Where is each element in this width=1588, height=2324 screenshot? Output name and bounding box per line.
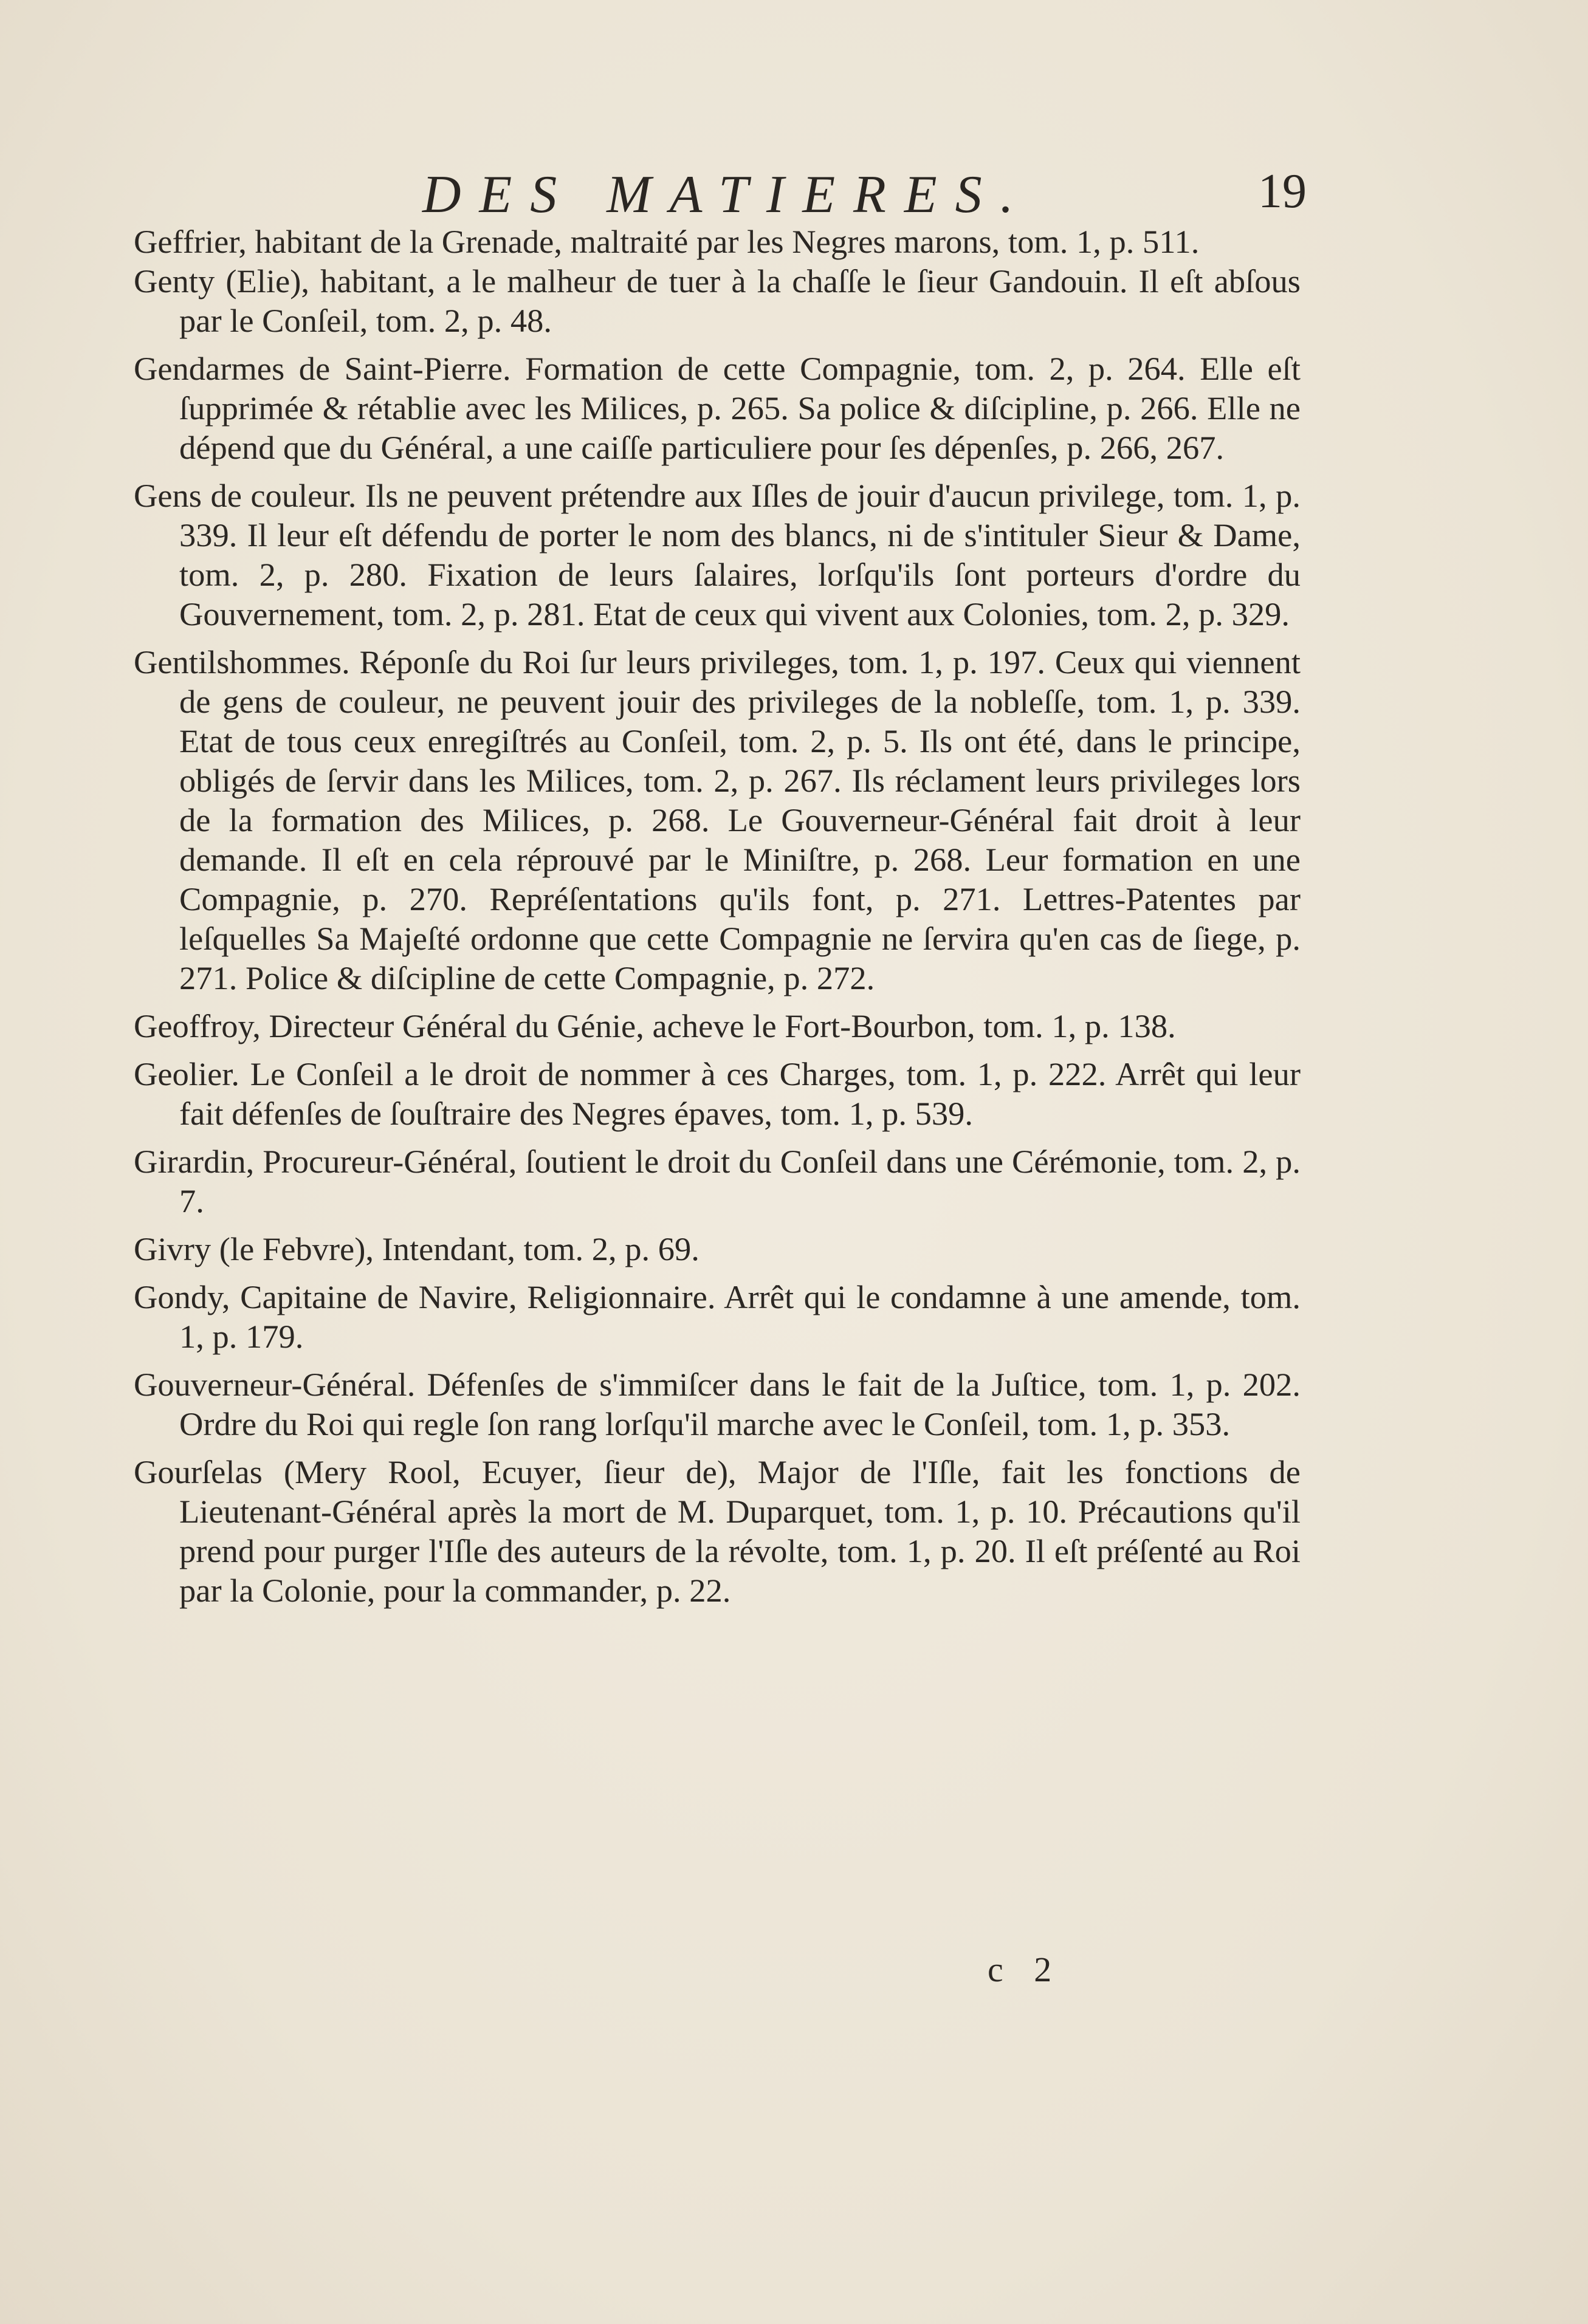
index-entries: [134, 222, 1301, 1619]
index-entry: Geoffroy, Directeur Général du Génie, acheve le Fort-Bourbon, tom. 1, p. 138.: [134, 1007, 1176, 1044]
index-entry: Girardin, Procureur-Général, ſoutient le droit du Conſeil dans une Cérémonie, tom. 2, p. 7.: [134, 1143, 1301, 1219]
page-header: [134, 164, 1307, 225]
index-entry: Gourſelas (Mery Rool, Ecuyer, ſieur de), Major de l'Iſle, fait les fonctions de Lieutenant-Général après la mort de M. Duparquet, tom. 1, p. 10. Précautions qu'il prend pour purger l'Iſle des auteurs de la révolte, tom. 1, p. 20. Il eſt préſenté au Roi par la Colonie, pour la commander, p. 22.: [134, 1453, 1301, 1609]
index-entry: Gondy, Capitaine de Navire, Religionnaire. Arrêt qui le condamne à une amende, tom. 1, p. 179.: [134, 1278, 1301, 1355]
index-entry: Gendarmes de Saint-Pierre. Formation de cette Compagnie, tom. 2, p. 264. Elle eſt ſupprimée & rétablie avec les Milices, p. 265. Sa police & diſcipline, p. 266. Elle ne dépend que du Général, a une caiſſe particuliere pour ſes dépenſes, p. 266, 267.: [134, 350, 1301, 466]
index-entry: Gens de couleur. Ils ne peuvent prétendre aux Iſles de jouir d'aucun privilege, tom. 1, p. 339. Il leur eſt défendu de porter le nom des blancs, ni de s'intituler Sieur & Dame, tom. 2, p. 280. Fixation de leurs ſalaires, lorſqu'ils ſont porteurs d'ordre du Gouvernement, tom. 2, p. 281. Etat de ceux qui vivent aux Colonies, tom. 2, p. 329.: [134, 477, 1301, 632]
index-entry: Geffrier, habitant de la Grenade, maltraité par les Negres marons, tom. 1, p. 511.: [134, 223, 1200, 260]
index-entry: Gouverneur-Général. Défenſes de s'immiſcer dans le fait de la Juſtice, tom. 1, p. 202. Ordre du Roi qui regle ſon rang lorſqu'il marche avec le Conſeil, tom. 1, p. 353.: [134, 1366, 1301, 1442]
page-number: 19: [1258, 165, 1307, 218]
index-entry: Geolier. Le Conſeil a le droit de nommer à ces Charges, tom. 1, p. 222. Arrêt qui leur fait défenſes de ſouſtraire des Negres épaves, tom. 1, p. 539.: [134, 1055, 1301, 1132]
index-entry: Genty (Elie), habitant, a le malheur de tuer à la chaſſe le ſieur Gandouin. Il eſt abſous par le Conſeil, tom. 2, p. 48.: [134, 262, 1301, 339]
running-title: DES MATIERES.: [422, 165, 1032, 224]
index-entry: Givry (le Febvre), Intendant, tom. 2, p. 69.: [134, 1230, 699, 1267]
signature-mark: c 2: [988, 1950, 1063, 1989]
index-entry: Gentilshommes. Réponſe du Roi ſur leurs privileges, tom. 1, p. 197. Ceux qui viennent de gens de couleur, ne peuvent jouir des privileges de la nobleſſe, tom. 1, p. 339. Etat de tous ceux enregiſtrés au Conſeil, tom. 2, p. 5. Ils ont été, dans le principe, obligés de ſervir dans les Milices, tom. 2, p. 267. Ils réclament leurs privileges lors de la formation des Milices, p. 268. Le Gouverneur-Général fait droit à leur demande. Il eſt en cela réprouvé par le Miniſtre, p. 268. Leur formation en une Compagnie, p. 270. Repréſentations qu'ils font, p. 271. Lettres-Patentes par leſquelles Sa Majeſté ordonne que cette Compagnie ne ſervira qu'en cas de ſiege, p. 271. Police & diſcipline de cette Compagnie, p. 272.: [134, 643, 1301, 996]
